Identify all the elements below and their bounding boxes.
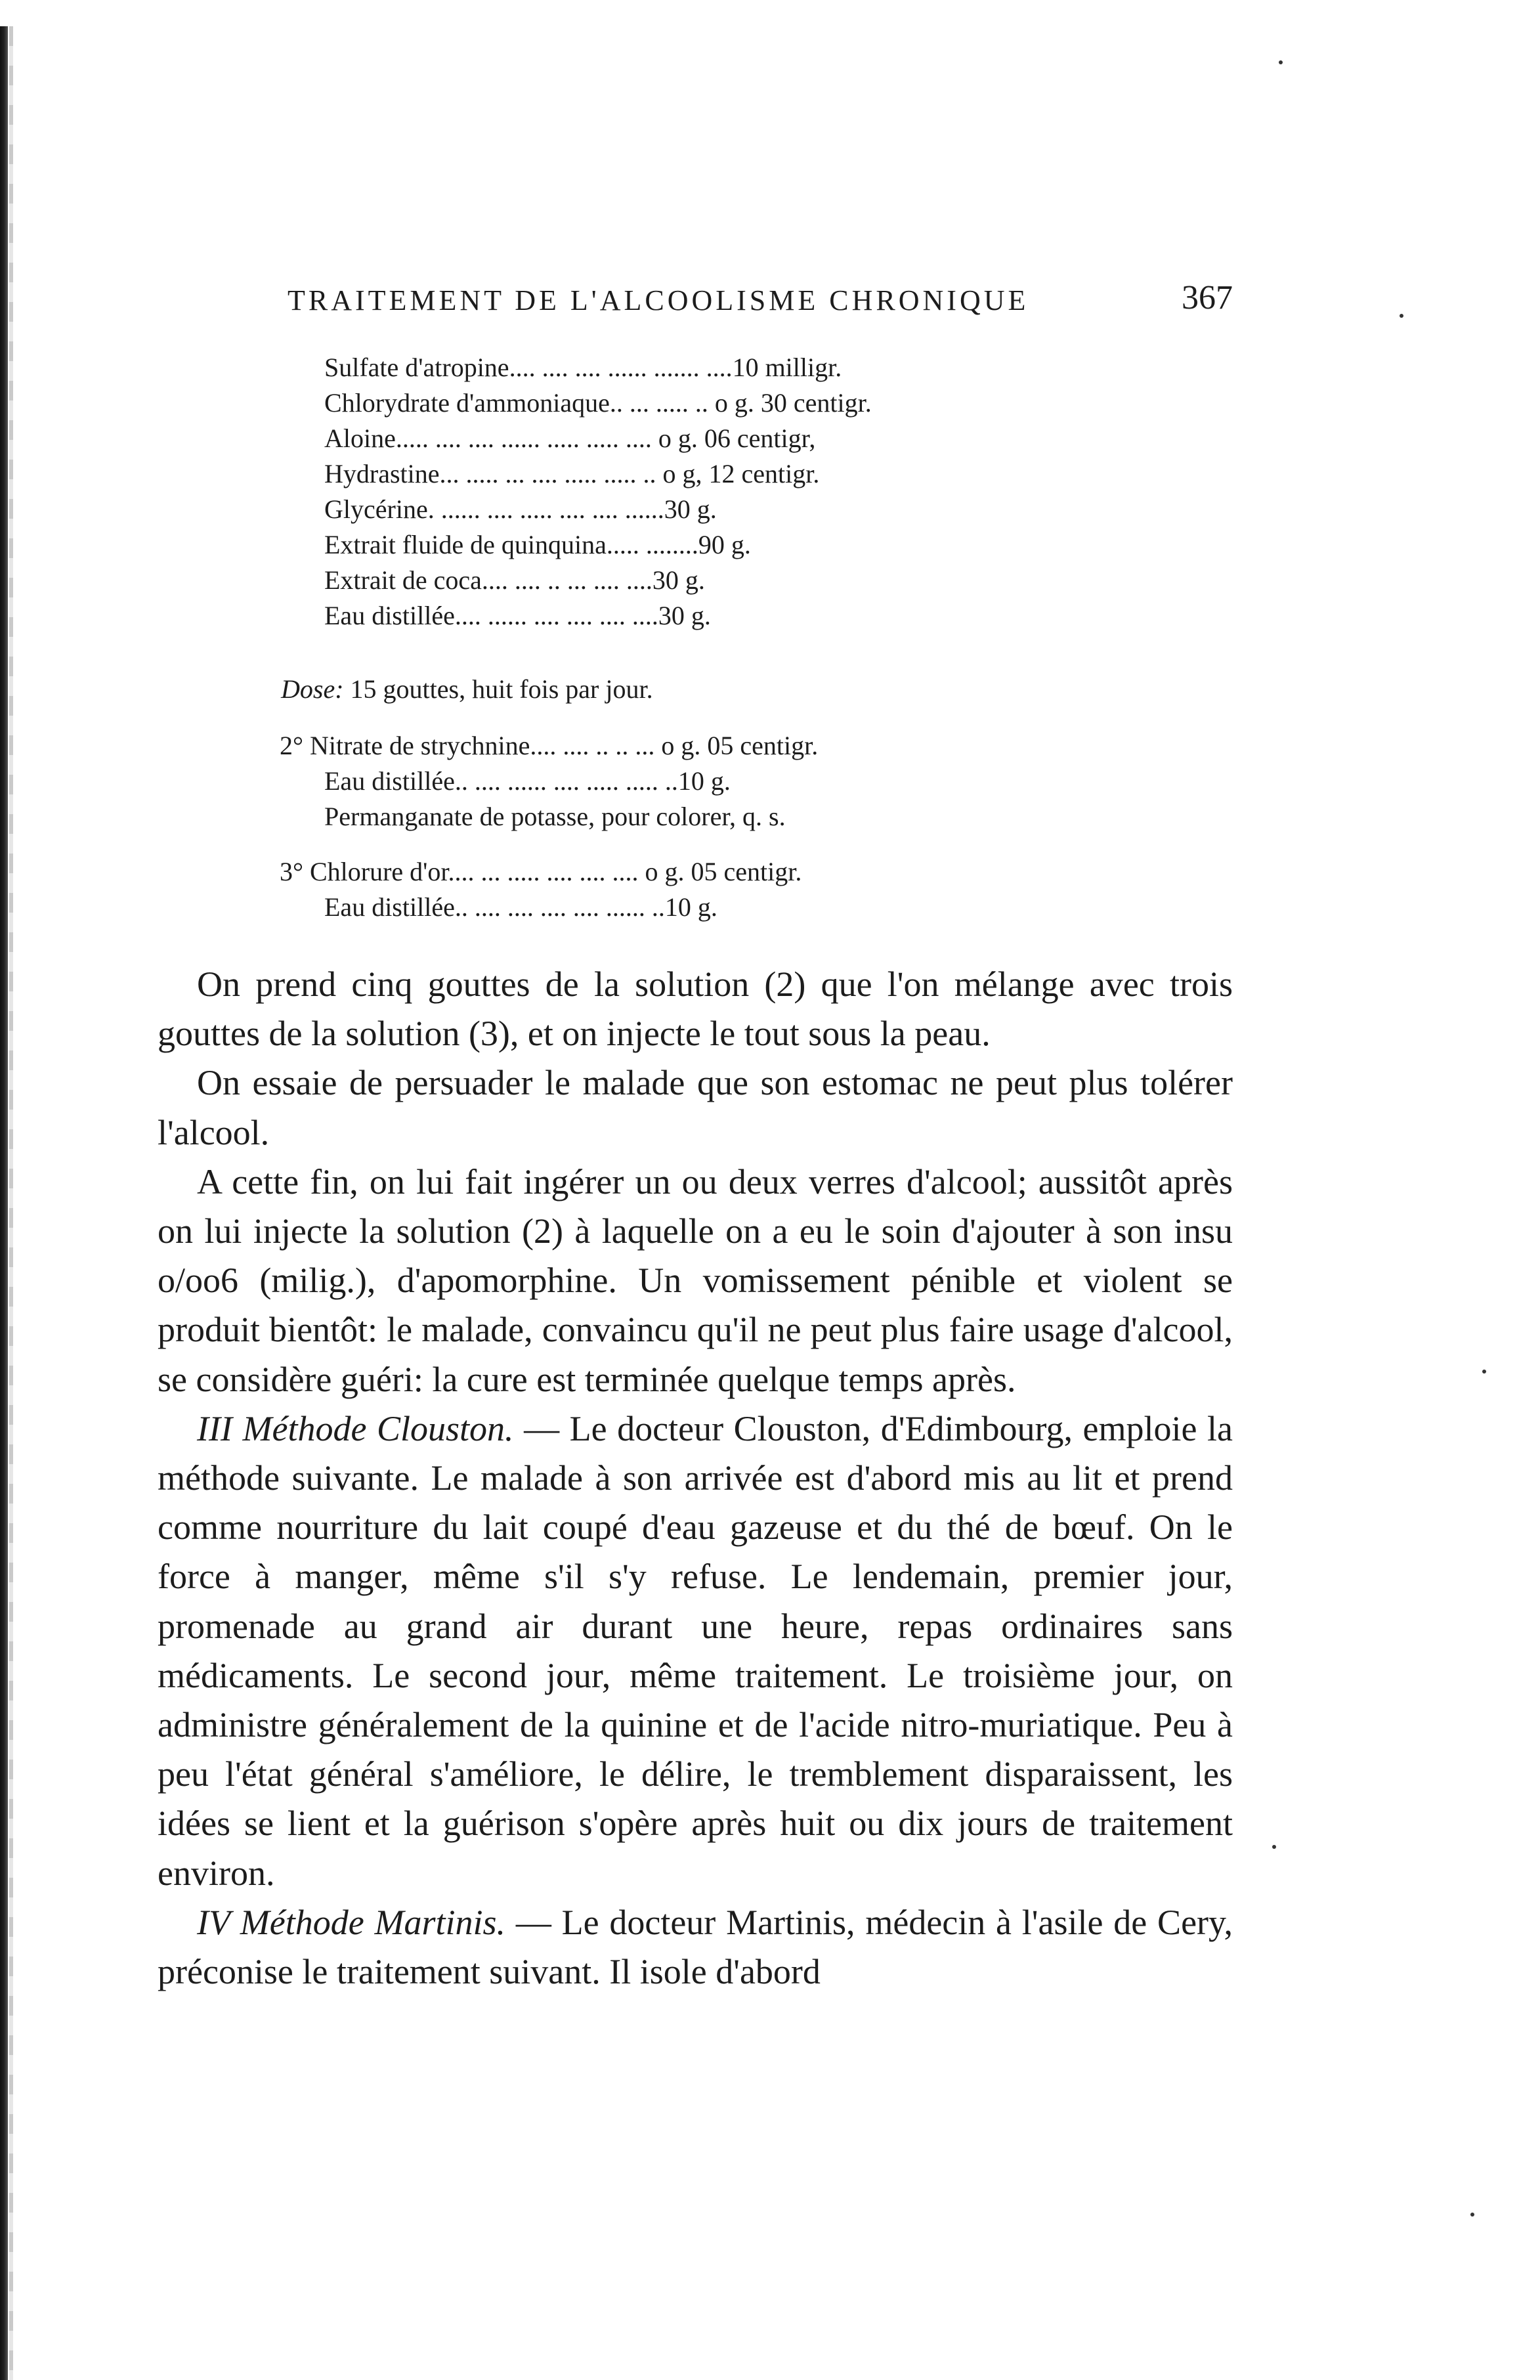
recipe-line: Aloine..... .... .... ...... ..... ..... .... o g. 06 centigr,	[324, 423, 816, 453]
scan-speck	[1279, 60, 1283, 64]
recipe-line: Extrait de coca.... .... .. ... .... ....30 g.	[324, 565, 705, 595]
paragraph	[158, 1898, 1233, 1997]
dose-line	[281, 672, 653, 706]
paragraph: On prend cinq gouttes de la solution (2) que l'on mélange avec trois gouttes de la solution (3), et on injecte le tout sous la peau.	[158, 964, 1233, 1054]
page-header	[288, 278, 1233, 324]
recipe-line: Glycérine. ...... .... ..... .... .... ......30 g.	[324, 494, 717, 524]
dose-text: 15 gouttes, huit fois par jour.	[343, 674, 653, 704]
dose-label: Dose:	[281, 674, 344, 704]
recipe-line: Sulfate d'atropine.... .... .... ...... ....... ....10 milligr.	[324, 353, 842, 382]
body-text	[158, 960, 1233, 1997]
section-title: III Méthode Clouston.	[197, 1408, 514, 1448]
recipe-line: Hydrastine... ..... ... .... ..... ..... .. o g, 12 centigr.	[324, 459, 820, 488]
section-text: — Le docteur Martinis, médecin à l'asile de Cery, préconise le traitement suivant. Il isole d'abord	[158, 1902, 1233, 1992]
scan-speck	[1470, 2213, 1474, 2217]
recipe-line: 3° Chlorure d'or.... ... ..... .... .... .... o g. 05 centigr.	[280, 857, 802, 886]
recipe-line: Extrait fluide de quinquina..... ........90 g.	[324, 530, 751, 559]
scan-speck	[1400, 314, 1403, 318]
recipe-line: Eau distillée.... ...... .... .... .... ....30 g.	[324, 601, 711, 630]
recipe-line: Eau distillée.. .... ...... .... ..... ..... ..10 g.	[324, 766, 731, 796]
scan-speck	[1482, 1370, 1486, 1374]
paragraph	[158, 1404, 1233, 1898]
page-number: 367	[1182, 279, 1233, 316]
recipe-line: 2° Nitrate de strychnine.... .... .. .. ... o g. 05 centigr.	[280, 731, 819, 760]
paragraph: On essaie de persuader le malade que son estomac ne peut plus tolérer l'alcool.	[158, 1063, 1233, 1152]
scan-speck	[1272, 1845, 1276, 1849]
recipe-line: Chlorydrate d'ammoniaque.. ... ..... .. o g. 30 centigr.	[324, 388, 872, 418]
paragraph: A cette fin, on lui fait ingérer un ou deux verres d'alcool; aussitôt après on lui injecte la solution (2) à laquelle on a eu le soin d'ajouter à son insu o/oo6 (milig.), d'apomorphine. Un vomissement pénible et violent se produit bientôt: le malade, convaincu qu'il ne peut plus faire usage d'alcool, se considère guéri: la cure est terminée quelque temps après.	[158, 1161, 1233, 1399]
running-head: TRAITEMENT DE L'ALCOOLISME CHRONIQUE	[288, 284, 1029, 316]
section-text: — Le docteur Clouston, d'Edimbourg, emploie la méthode suivante. Le malade à son arrivée est d'abord mis au lit et prend comme nourriture du lait coupé d'eau gazeuse et du thé de bœuf. On le force à manger, même s'il s'y refuse. Le lendemain, premier jour, promenade au grand air durant une heure, repas ordinaires sans médicaments. Le second jour, même traitement. Le troisième jour, on administre généralement de la quinine et de l'acide nitro-muriatique. Peu à peu l'état général s'améliore, le délire, le tremblement disparaissent, les idées se lient et la guérison s'opère après huit ou dix jours de traitement environ.	[158, 1408, 1233, 1893]
recipe-line: Eau distillée.. .... .... .... .... ...... ..10 g.	[324, 892, 717, 922]
recipe-line: Permanganate de potasse, pour colorer, q. s.	[324, 802, 786, 831]
section-title: IV Méthode Martinis.	[197, 1902, 506, 1942]
